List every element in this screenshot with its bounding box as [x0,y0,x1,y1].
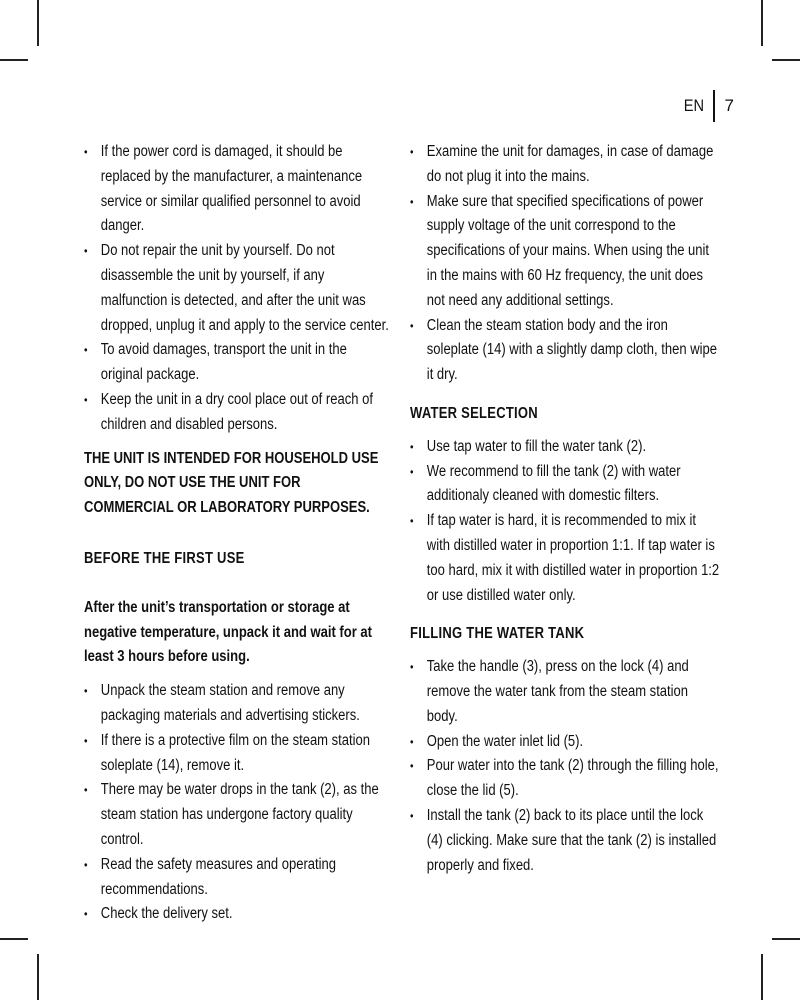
list-item: • If the power cord is damaged, it should be replaced by the manufacturer, a maintenance service or similar qualified personnel to avoid danger. [84,140,390,239]
list-item: • Install the tank (2) back to its place until the lock (4) clicking. Make sure that the tank (2) is installed properly and fixed. [410,804,720,878]
list-item: • If tap water is hard, it is recommended to mix it with distilled water in proportion 1:1. If tap water is too hard, mix it with distilled water in proportion 1:2 or use distilled water only. [410,509,720,608]
crop-mark-top-right [761,0,763,46]
list-item: • To avoid damages, transport the unit in the original package. [84,338,390,388]
left-column [84,140,390,927]
household-notice: THE UNIT IS INTENDED FOR HOUSEHOLD USE ONLY, DO NOT USE THE UNIT FOR COMMERCIAL OR LABORATORY PURPOSES. [84,449,379,517]
crop-mark-bottom-right [761,954,763,1000]
list-item: • Read the safety measures and operating recommendations. [84,853,390,903]
section-heading-filling-water-tank: FILLING THE WATER TANK [410,625,585,643]
crop-mark-bottom-right-h [772,938,800,940]
section-heading-water-selection: WATER SELECTION [410,404,538,422]
list-item: • Take the handle (3), press on the lock (4) and remove the water tank from the steam station body. [410,655,720,729]
language-label: EN [683,96,704,115]
list-item: • There may be water drops in the tank (2), as the steam station has undergone factory quality control. [84,778,390,852]
negative-temperature-note: After the unit’s transportation or storage at negative temperature, unpack it and wait for at least 3 hours before using. [84,598,372,666]
crop-mark-bottom-left [37,954,39,1000]
list-item: • Keep the unit in a dry cool place out of reach of children and disabled persons. [84,388,390,438]
list-item: • Unpack the steam station and remove any packaging materials and advertising stickers. [84,679,390,729]
list-item: • Do not repair the unit by yourself. Do not disassemble the unit by yourself, if any malfunction is detected, and after the unit was dropped, unplug it and apply to the service center. [84,239,390,338]
list-item: • Clean the steam station body and the iron soleplate (14) with a slightly damp cloth, then wipe it dry. [410,314,720,388]
water-selection-list [410,435,720,609]
page-number: 7 [724,96,734,115]
list-item: • Pour water into the tank (2) through the filling hole, close the lid (5). [410,754,720,804]
list-item: • Open the water inlet lid (5). [410,730,720,755]
list-item: • Check the delivery set. [84,902,390,927]
list-item: • Use tap water to fill the water tank (2). [410,435,720,460]
section-heading-before-first-use: BEFORE THE FIRST USE [84,549,245,567]
before-use-list [84,679,390,927]
crop-mark-top-left [37,0,39,46]
crop-mark-top-left-h [0,59,28,61]
crop-mark-top-right-h [772,59,800,61]
crop-mark-bottom-left-h [0,938,28,940]
list-item: • Examine the unit for damages, in case of damage do not plug it into the mains. [410,140,720,190]
right-column [410,140,720,878]
safety-list [84,140,390,438]
check-list [410,140,720,388]
list-item: • Make sure that specified specifications of power supply voltage of the unit correspond to the specifications of your mains. When using the unit in the mains with 60 Hz frequency, the unit does not need any additional settings. [410,190,720,314]
page-header [679,90,734,122]
list-item: • If there is a protective film on the steam station soleplate (14), remove it. [84,729,390,779]
list-item: • We recommend to fill the tank (2) with water additionaly cleaned with domestic filters. [410,460,720,510]
filling-list [410,655,720,878]
